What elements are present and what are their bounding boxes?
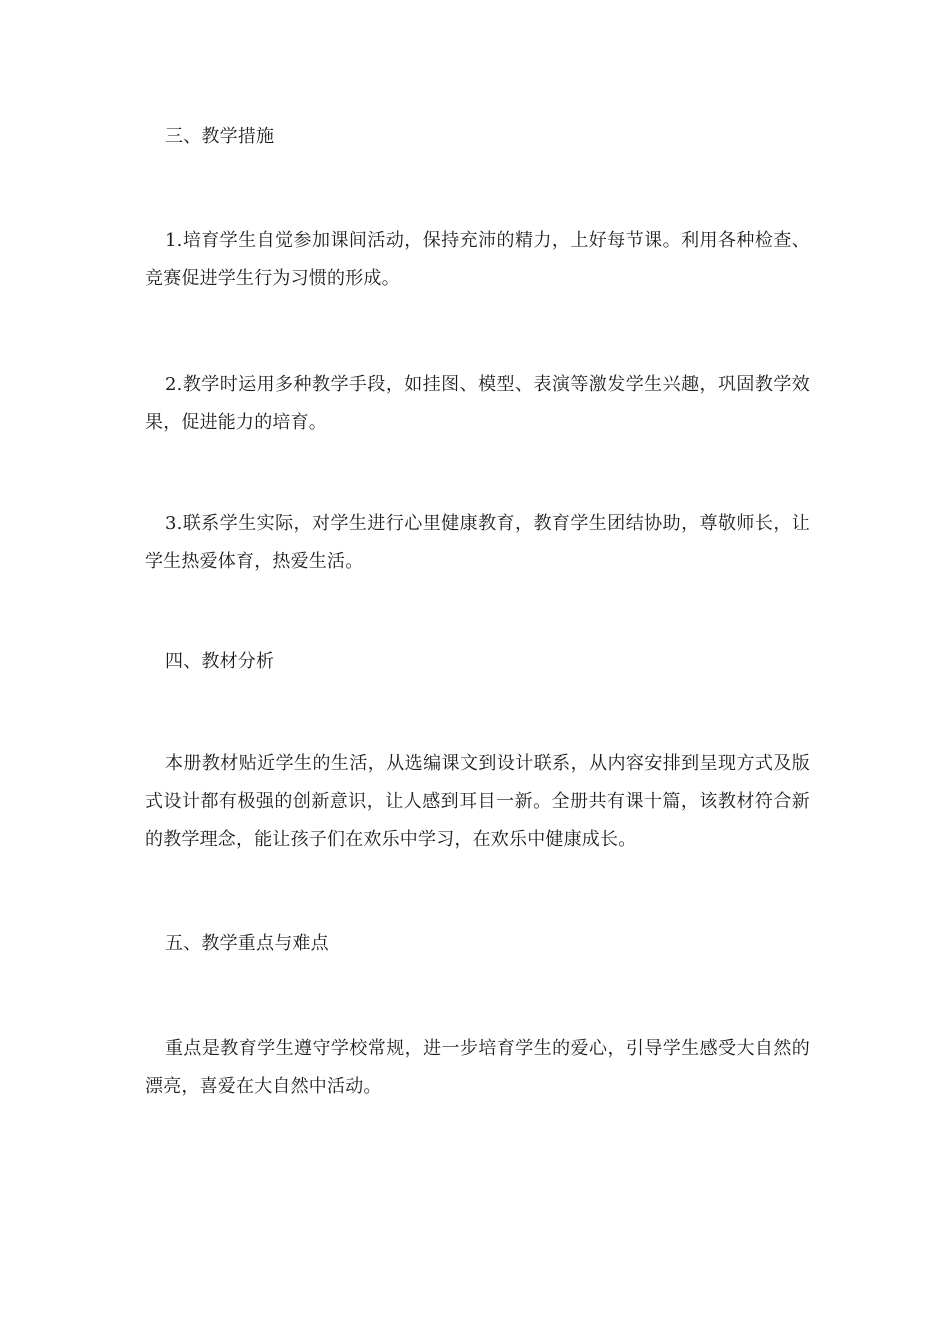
textbook-analysis-paragraph: 本册教材贴近学生的生活，从选编课文到设计联系，从内容安排到呈现方式及版式设计都有极强的创新意识，让人感到耳目一新。全册共有课十篇，该教材符合新的教学理念，能让孩子们在欢乐中学习，在欢乐中健康成长。 (145, 753, 810, 850)
section-heading-teaching-measures: 三、教学措施 (165, 126, 275, 147)
teaching-measure-item-3: 3.联系学生实际，对学生进行心里健康教育，教育学生团结协助，尊敬师长，让学生热爱体育，热爱生活。 (145, 513, 810, 572)
key-points-paragraph: 重点是教育学生遵守学校常规，进一步培育学生的爱心，引导学生感受大自然的漂亮，喜爱在大自然中活动。 (145, 1038, 810, 1097)
section-heading-textbook-analysis: 四、教材分析 (165, 651, 275, 672)
section-heading-key-points: 五、教学重点与难点 (165, 933, 329, 954)
teaching-measure-item-1: 1.培育学生自觉参加课间活动，保持充沛的精力，上好每节课。利用各种检查、竞赛促进学生行为习惯的形成。 (145, 230, 810, 289)
teaching-measure-item-2: 2.教学时运用多种教学手段，如挂图、模型、表演等激发学生兴趣，巩固教学效果，促进能力的培育。 (145, 374, 810, 433)
